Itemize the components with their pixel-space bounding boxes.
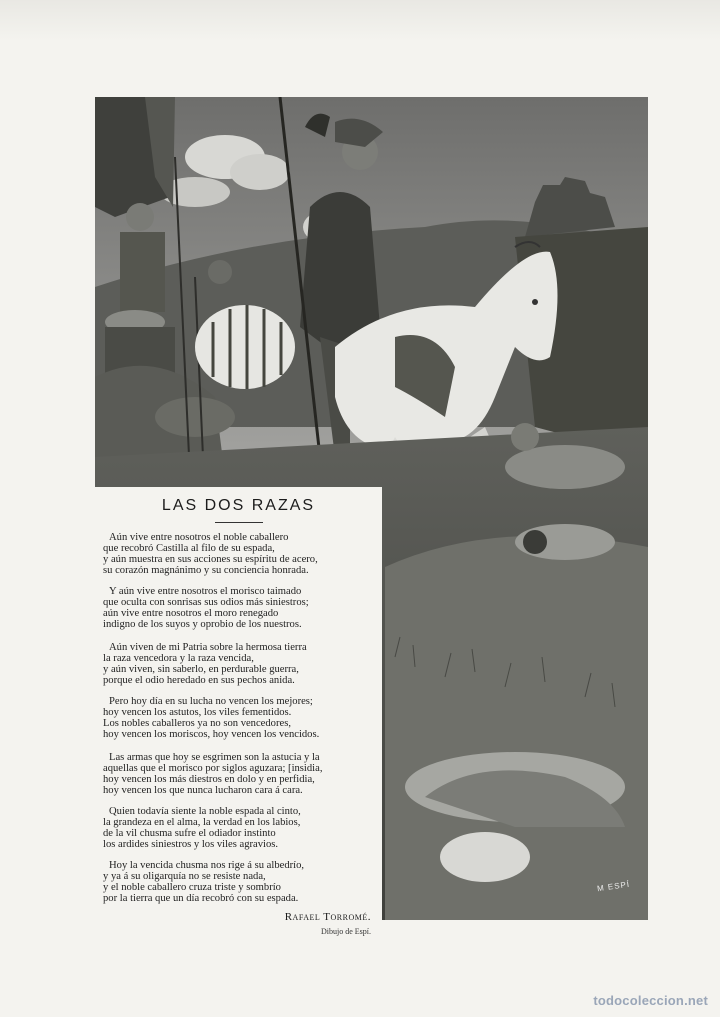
stanza-7 [103,861,379,905]
watermark: todocoleccion.net [593,993,708,1008]
poem-line: y aún viven, sin saberlo, en perdurable guerra, [103,663,299,675]
poem-line: Pero hoy día en su lucha no vencen los mejores; [109,696,313,707]
illustration-credit: Dibujo de Espí. [321,927,371,936]
poem-line: y el noble caballero cruza triste y sombrío [103,881,281,893]
poem-line: Aún viven de mi Patria sobre la hermosa tierra [109,642,307,653]
stanza-2 [103,587,379,631]
poem-line: porque el odio heredado en sus pechos anida. [103,674,295,686]
poem-line: los ardides siniestros y los viles agravios. [103,838,279,850]
poem-line: hoy vencen los que nunca lucharon cara á cara. [103,784,303,796]
stanza-5 [103,753,379,797]
poem-line: la raza vencedora y la raza vencida, [103,652,254,664]
poem-line: que recobró Castilla al filo de su espada, [103,542,275,554]
poem-line: hoy vencen los astutos, los viles fementidos. [103,706,292,718]
stanza-1 [103,533,379,577]
poem-line: su corazón magnánimo y su conciencia honrada. [103,564,309,576]
poem-line: por la tierra que un día recobró con su espada. [103,892,299,904]
stanza-3 [103,643,379,687]
poem-line: que oculta con sonrisas sus odios más siniestros; [103,596,309,608]
title-divider [215,522,263,523]
page-edge [0,0,720,40]
poem-line: Los nobles caballeros ya no son vencedores, [103,717,291,729]
poem-line: aquellas que el morisco por siglos aguzara; [insidia, [103,762,323,774]
poem-line: Las armas que hoy se esgrimen son la astucia y la [109,752,320,763]
poem-line: Hoy la vencida chusma nos rige á su albedrío, [109,860,305,871]
poem-line: de la vil chusma sufre el odiador instinto [103,827,276,839]
stanza-6 [103,807,379,851]
stanza-4 [103,697,379,741]
poem-line: indigno de los suyos y oprobio de los nuestros. [103,618,302,630]
poem-line: hoy vencen los moriscos, hoy vencen los vencidos. [103,728,320,740]
artist-signature: M ESPÍ [596,879,631,894]
poem-line: y ya á su oligarquía no se resiste nada, [103,870,266,882]
poem-line: aún vive entre nosotros el moro renegado [103,607,279,619]
author-name: Rafael Torromé. [284,911,371,923]
poem-title: LAS DOS RAZAS [161,497,316,514]
poem-line: Quien todavía siente la noble espada al cinto, [109,806,301,817]
poem-line: y aún muestra en sus acciones su espíritu de acero, [103,553,318,565]
poem-panel [95,487,382,936]
poem-line: hoy vencen los más diestros en dolo y en perfidia, [103,773,315,785]
poem-line: Aún vive entre nosotros el noble caballero [109,532,289,543]
poem-line: la grandeza en el alma, la verdad en los labios, [103,816,301,828]
poem-line: Y aún vive entre nosotros el morisco taimado [109,586,302,597]
